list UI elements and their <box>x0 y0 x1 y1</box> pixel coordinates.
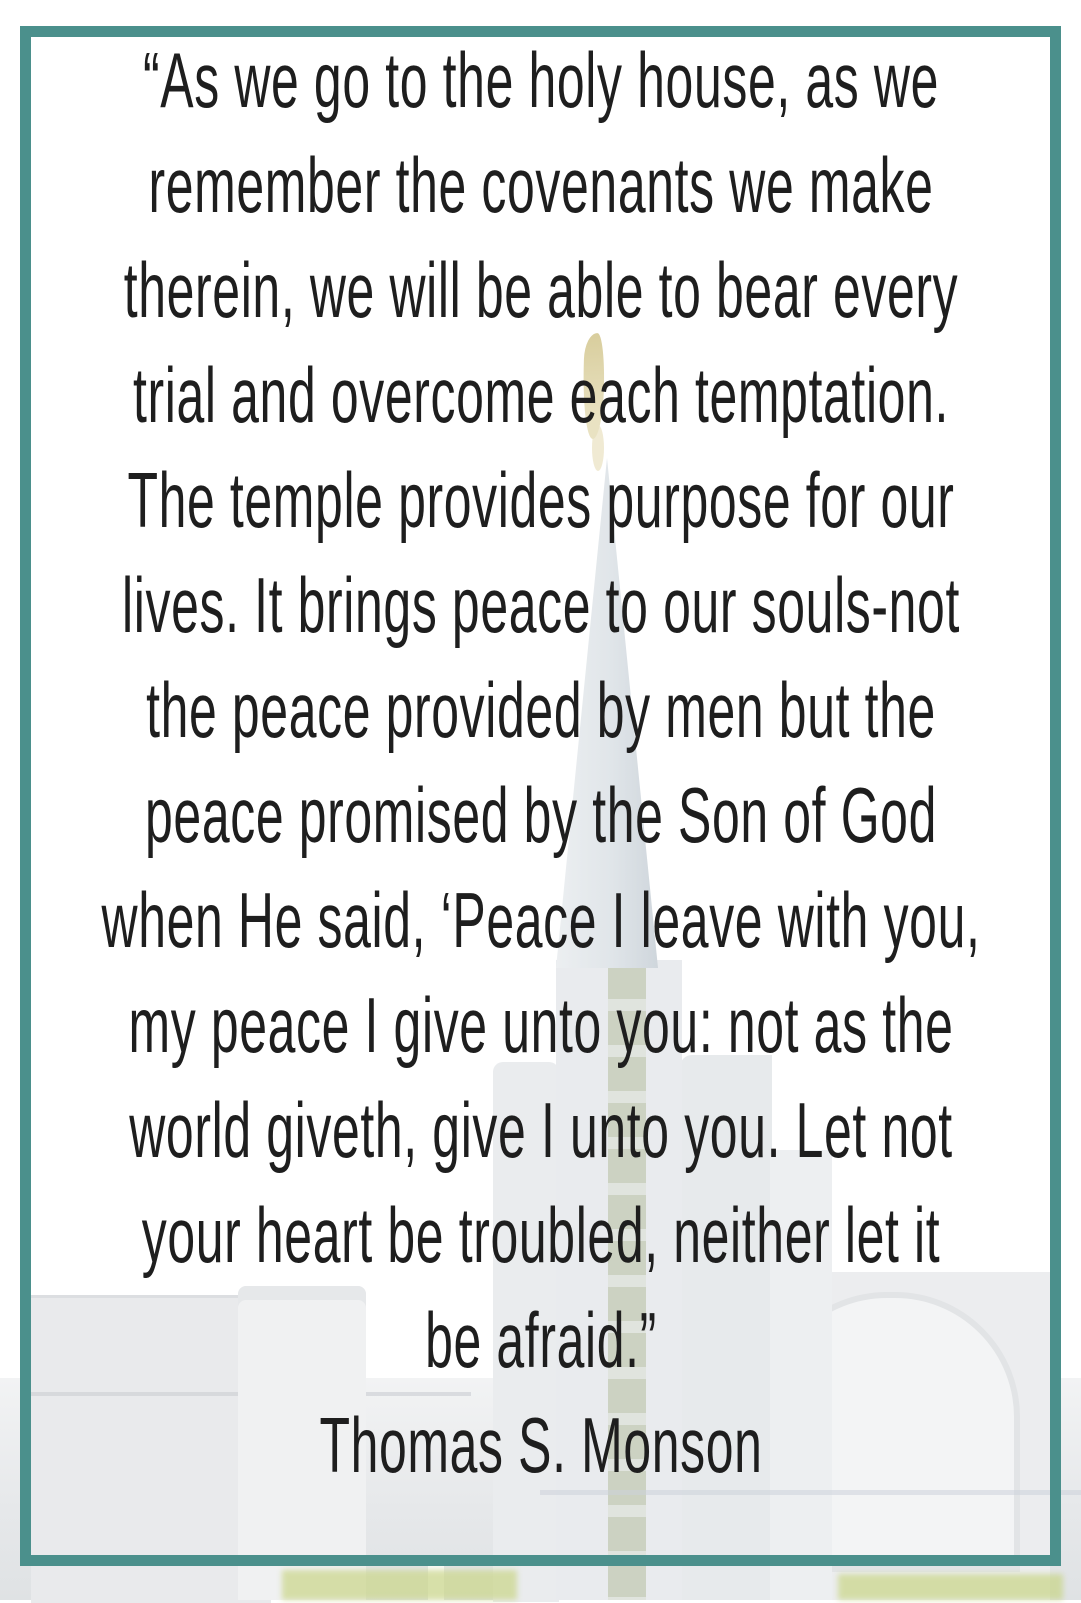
quote-line: the peace provided by men but the <box>145 666 936 754</box>
quote-block <box>0 28 1081 1498</box>
quote-line: be afraid.” <box>424 1296 657 1384</box>
foliage-left <box>282 1570 517 1600</box>
quote-line: trial and overcome each temptation. <box>132 351 949 439</box>
quote-line: your heart be troubled, neither let it <box>141 1191 940 1279</box>
quote-line: lives. It brings peace to our souls-not <box>121 561 960 649</box>
quote-line: world giveth, give I unto you. Let not <box>128 1086 953 1174</box>
quote-line: peace promised by the Son of God <box>144 771 937 859</box>
quote-line: “As we go to the holy house, as we <box>142 36 939 124</box>
quote-line: therein, we will be able to bear every <box>123 246 958 334</box>
foliage-right <box>838 1574 1063 1600</box>
quote-line: when He said, ‘Peace I leave with you, <box>101 876 980 964</box>
quote-lines <box>0 28 1081 1393</box>
quote-line: my peace I give unto you: not as the <box>127 981 954 1069</box>
quote-attribution: Thomas S. Monson <box>318 1401 763 1489</box>
quote-line: The temple provides purpose for our <box>126 456 955 544</box>
quote-line: remember the covenants we make <box>148 141 933 229</box>
